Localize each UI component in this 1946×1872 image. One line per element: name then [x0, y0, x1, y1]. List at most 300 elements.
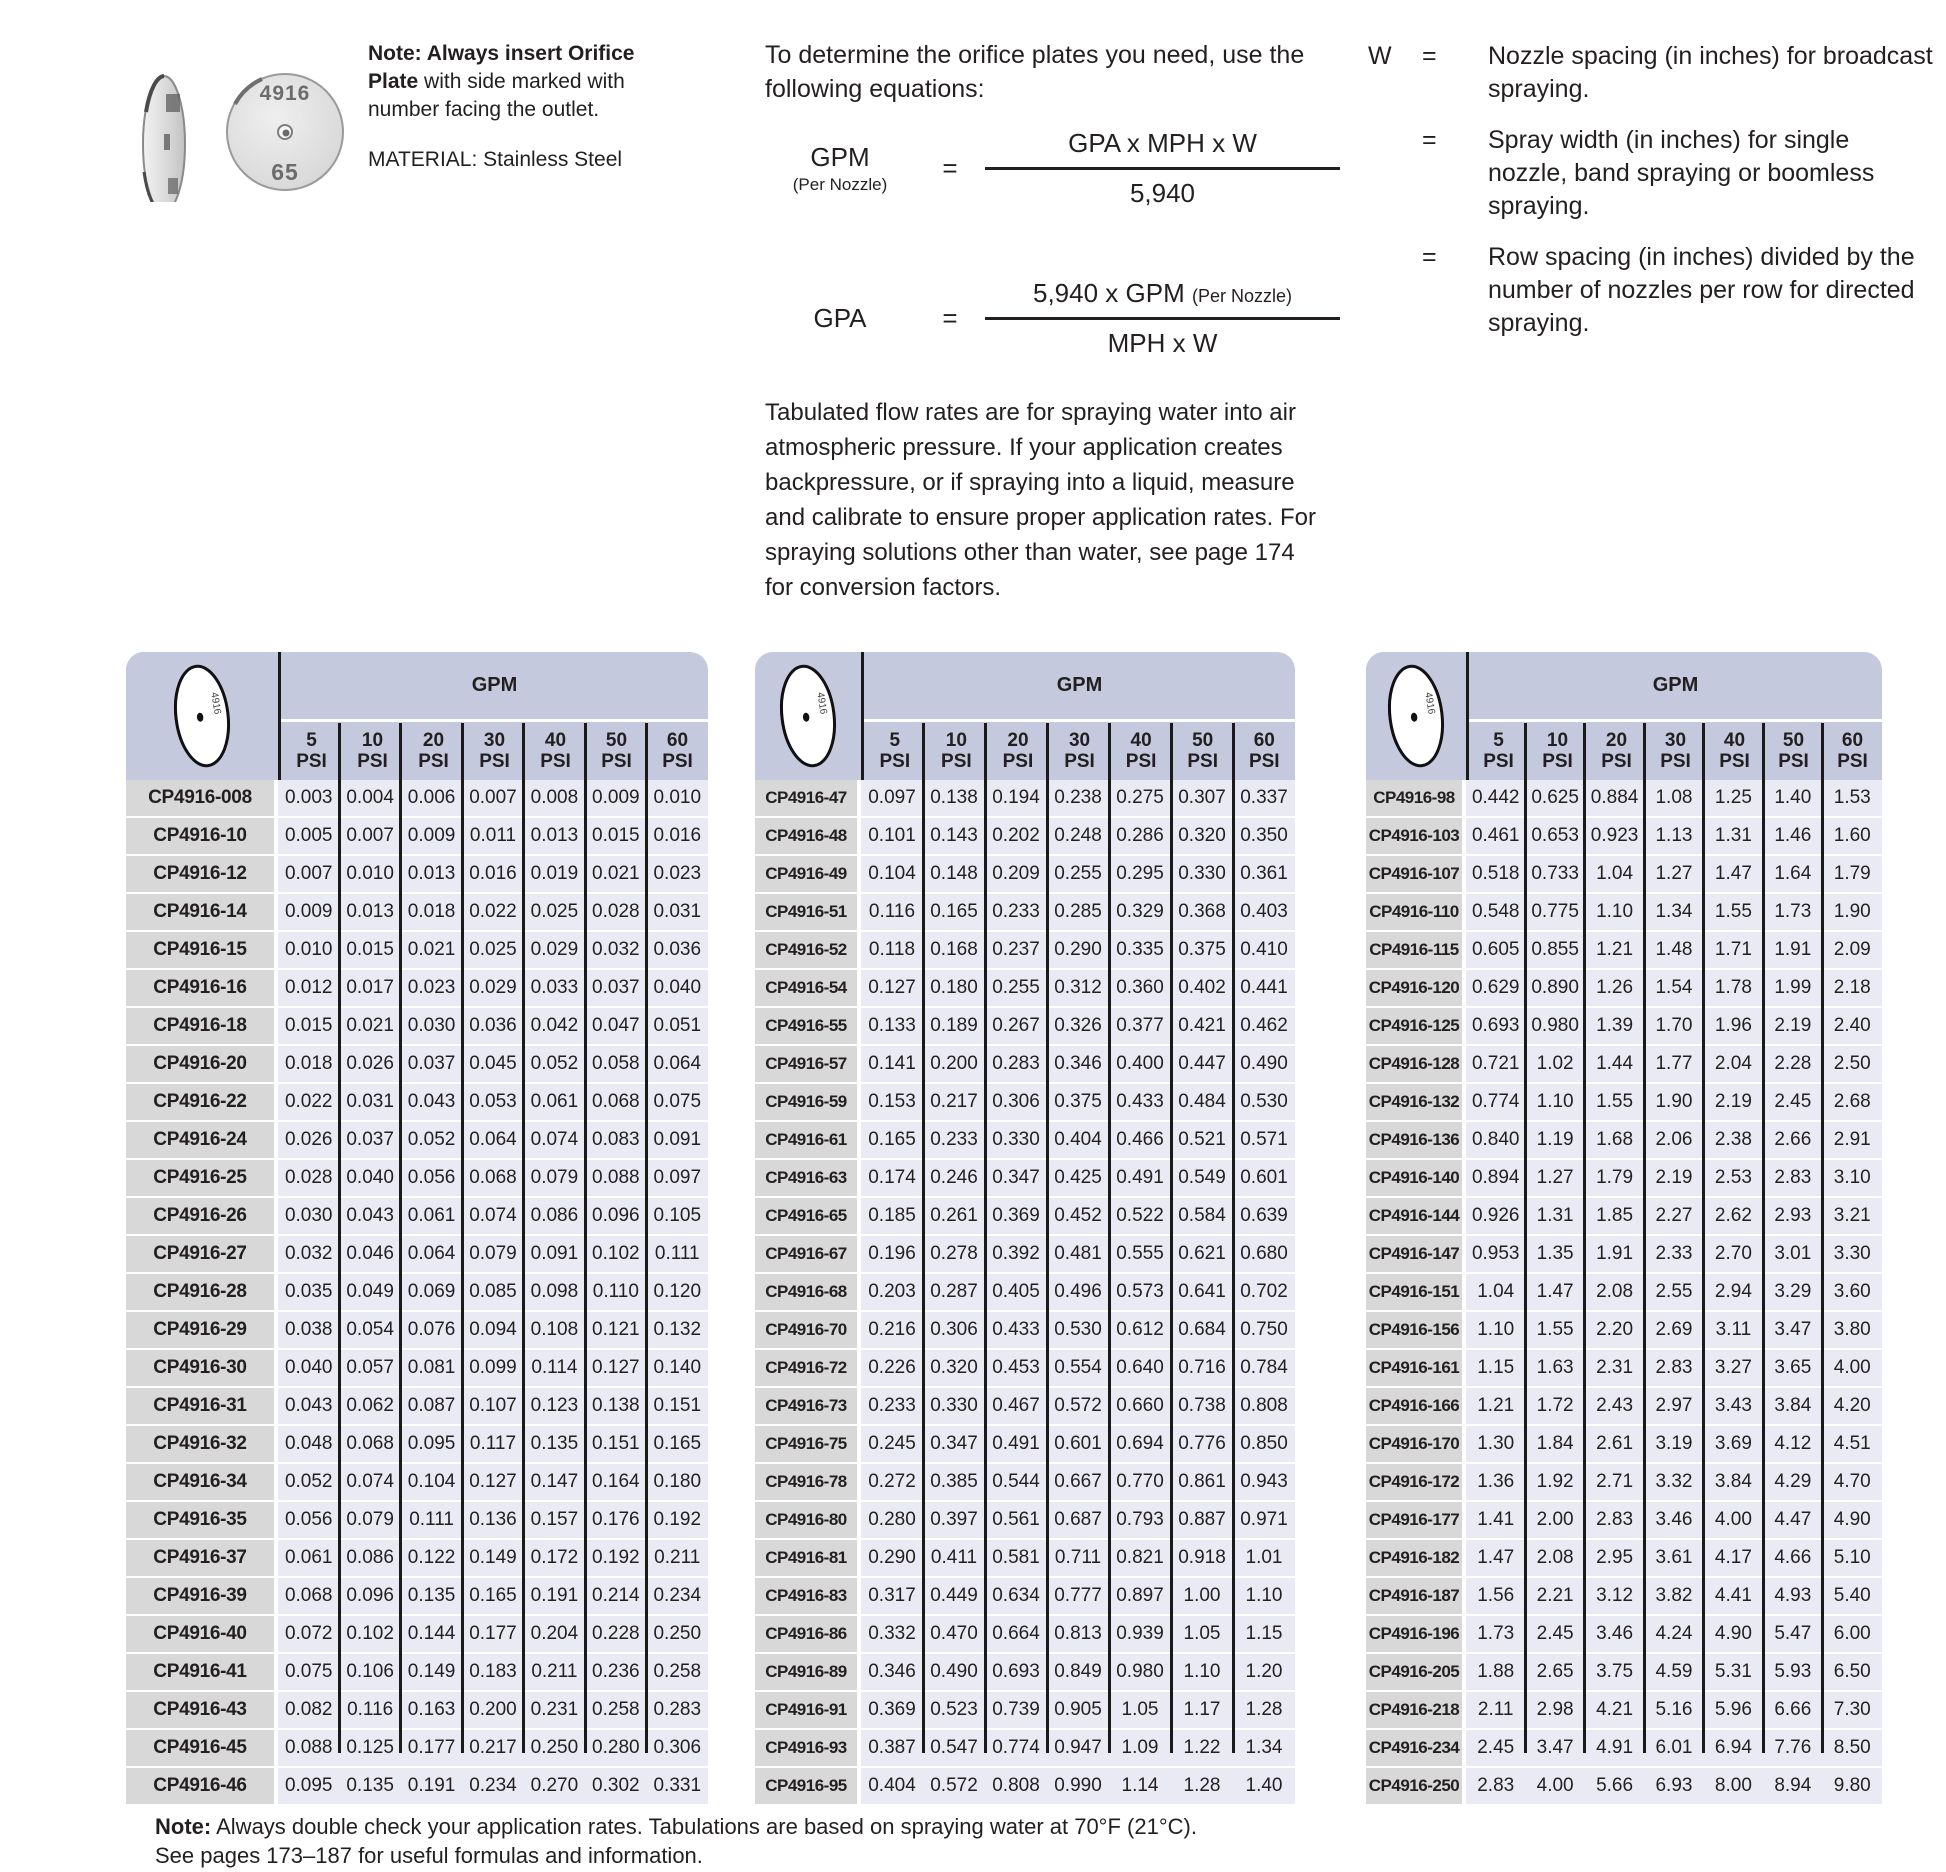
- column-divider: [1762, 723, 1765, 1753]
- gpm-value-cell: 0.111: [401, 1502, 462, 1538]
- gpm-value-cell: 2.08: [1585, 1274, 1644, 1310]
- gpm-value-cell: 1.55: [1704, 894, 1763, 930]
- gpm-value-cell: 0.211: [524, 1654, 585, 1690]
- gpm-value-cell: 3.47: [1525, 1730, 1584, 1766]
- part-number-cell: CP4916-151: [1366, 1274, 1462, 1310]
- gpm-value-cell: 0.010: [278, 932, 339, 968]
- gpm-value-cell: 0.368: [1171, 894, 1233, 930]
- gpm-value-cell: 1.78: [1704, 970, 1763, 1006]
- gpm-value-cell: 0.004: [339, 780, 400, 816]
- gpm-value-cell: 1.05: [1171, 1616, 1233, 1652]
- gpm-value-cell: 0.687: [1047, 1502, 1109, 1538]
- table-row: [755, 1578, 1295, 1614]
- gpm-value-cell: 4.20: [1823, 1388, 1882, 1424]
- table-row: [1366, 1540, 1882, 1576]
- gpm-value-cell: 0.064: [647, 1046, 708, 1082]
- gpm-value-cell: 0.185: [861, 1198, 923, 1234]
- gpm-value-cell: 0.040: [647, 970, 708, 1006]
- gpm-value-cell: 1.27: [1644, 856, 1703, 892]
- gpm-value-cell: 1.85: [1585, 1198, 1644, 1234]
- gpm-value-cell: 0.425: [1047, 1160, 1109, 1196]
- gpm-value-cell: 0.248: [1047, 818, 1109, 854]
- gpm-value-cell: 0.453: [985, 1350, 1047, 1386]
- gpm-value-cell: 0.442: [1466, 780, 1525, 816]
- gpm-value-cell: 0.702: [1233, 1274, 1295, 1310]
- part-number-cell: CP4916-18: [126, 1008, 274, 1044]
- table-row: [126, 1122, 708, 1158]
- gpm-value-cell: 2.93: [1763, 1198, 1822, 1234]
- gpm-value-cell: 0.447: [1171, 1046, 1233, 1082]
- gpm-value-cell: 5.93: [1763, 1654, 1822, 1690]
- gpm-value-cell: 0.793: [1109, 1502, 1171, 1538]
- gpm-value-cell: 0.091: [524, 1236, 585, 1272]
- gpm-value-cell: 1.96: [1704, 1008, 1763, 1044]
- gpm-value-cell: 0.127: [462, 1464, 523, 1500]
- gpm-value-cell: 0.165: [462, 1578, 523, 1614]
- gpm-value-cell: 0.046: [339, 1236, 400, 1272]
- gpm-value-cell: 0.481: [1047, 1236, 1109, 1272]
- gpa-equation: [765, 278, 1340, 359]
- gpm-value-cell: 0.117: [462, 1426, 523, 1462]
- gpm-value-cell: 0.189: [923, 1008, 985, 1044]
- gpm-value-cell: 0.385: [923, 1464, 985, 1500]
- gpm-value-cell: 1.47: [1525, 1274, 1584, 1310]
- flow-rates-note: Tabulated flow rates are for spraying water into air atmospheric pressure. If your application creates backpressure, or if spraying into a liquid, measure and calibrate to ensure proper application rates. For spraying solutions other than water, see page 174 for conversion factors.: [765, 399, 1316, 601]
- gpm-value-cell: 0.064: [462, 1122, 523, 1158]
- gpm-value-cell: 0.043: [401, 1084, 462, 1120]
- gpm-value-cell: 2.19: [1763, 1008, 1822, 1044]
- gpm-value-cell: 0.035: [278, 1274, 339, 1310]
- gpm-value-cell: 1.64: [1763, 856, 1822, 892]
- gpm-value-cell: 0.549: [1171, 1160, 1233, 1196]
- gpm-value-cell: 0.330: [985, 1122, 1047, 1158]
- table-row: [126, 1084, 708, 1120]
- gpm-value-cell: 0.127: [585, 1350, 646, 1386]
- gpm-value-cell: 4.21: [1585, 1692, 1644, 1728]
- gpm-value-cell: 3.69: [1704, 1426, 1763, 1462]
- gpm-value-cell: 1.22: [1171, 1730, 1233, 1766]
- gpm-value-cell: 0.361: [1233, 856, 1295, 892]
- table-row: [755, 856, 1295, 892]
- psi-column-header: 30 PSI: [1660, 730, 1691, 772]
- psi-column-header: 10 PSI: [357, 730, 388, 772]
- gpm-value-cell: 8.94: [1763, 1768, 1822, 1804]
- gpm-equation-denominator: 5,940: [1129, 178, 1196, 208]
- gpm-value-cell: 0.036: [462, 1008, 523, 1044]
- part-number-cell: CP4916-196: [1366, 1616, 1462, 1652]
- gpm-value-cell: 0.105: [647, 1198, 708, 1234]
- gpm-value-cell: 1.10: [1233, 1578, 1295, 1614]
- gpm-value-cell: 0.641: [1171, 1274, 1233, 1310]
- gpm-value-cell: 2.97: [1644, 1388, 1703, 1424]
- gpm-value-cell: 0.072: [278, 1616, 339, 1652]
- table-row: [755, 970, 1295, 1006]
- gpm-value-cell: 0.605: [1466, 932, 1525, 968]
- equals-sign: =: [1422, 243, 1437, 271]
- gpm-value-cell: 1.25: [1704, 780, 1763, 816]
- table-row: [1366, 1578, 1882, 1614]
- gpm-value-cell: 1.15: [1233, 1616, 1295, 1652]
- column-divider: [1702, 723, 1705, 1753]
- gpm-value-cell: 0.369: [861, 1692, 923, 1728]
- table-row: [755, 1616, 1295, 1652]
- gpm-value-cell: 0.038: [278, 1312, 339, 1348]
- gpm-value-cell: 0.306: [923, 1312, 985, 1348]
- gpm-value-cell: 0.110: [585, 1274, 646, 1310]
- part-number-cell: CP4916-218: [1366, 1692, 1462, 1728]
- gpm-value-cell: 0.980: [1109, 1654, 1171, 1690]
- gpm-value-cell: 0.043: [278, 1388, 339, 1424]
- table-row: [1366, 970, 1882, 1006]
- gpm-value-cell: 2.31: [1585, 1350, 1644, 1386]
- gpm-value-cell: 0.441: [1233, 970, 1295, 1006]
- flow-rate-table-3: [1366, 652, 1882, 1806]
- gpm-value-cell: 0.231: [524, 1692, 585, 1728]
- gpm-value-cell: 0.770: [1109, 1464, 1171, 1500]
- gpm-value-cell: 0.135: [401, 1578, 462, 1614]
- gpm-value-cell: 1.31: [1704, 818, 1763, 854]
- gpm-value-cell: 0.011: [462, 818, 523, 854]
- gpm-value-cell: 0.183: [462, 1654, 523, 1690]
- gpa-equation-numerator-note: (Per Nozzle): [1191, 286, 1292, 306]
- gpm-value-cell: 0.245: [861, 1426, 923, 1462]
- gpm-value-cell: 0.234: [647, 1578, 708, 1614]
- gpm-value-cell: 0.088: [278, 1730, 339, 1766]
- gpm-value-cell: 0.346: [1047, 1046, 1109, 1082]
- part-number-cell: CP4916-27: [126, 1236, 274, 1272]
- gpm-value-cell: 0.250: [524, 1730, 585, 1766]
- gpm-value-cell: 0.030: [401, 1008, 462, 1044]
- gpm-value-cell: 0.660: [1109, 1388, 1171, 1424]
- gpm-value-cell: 2.27: [1644, 1198, 1703, 1234]
- gpm-value-cell: 0.005: [278, 818, 339, 854]
- gpm-value-cell: 2.08: [1525, 1540, 1584, 1576]
- gpm-value-cell: 0.236: [585, 1654, 646, 1690]
- table-row: [1366, 1198, 1882, 1234]
- table-row: [126, 1616, 708, 1652]
- gpm-value-cell: 0.191: [524, 1578, 585, 1614]
- table-row: [126, 1578, 708, 1614]
- gpm-value-cell: 5.16: [1644, 1692, 1703, 1728]
- part-number-cell: CP4916-39: [126, 1578, 274, 1614]
- gpm-value-cell: 0.141: [861, 1046, 923, 1082]
- gpm-value-cell: 0.290: [1047, 932, 1109, 968]
- gpm-value-cell: 3.29: [1763, 1274, 1822, 1310]
- gpm-value-cell: 0.051: [647, 1008, 708, 1044]
- gpm-value-cell: 0.320: [923, 1350, 985, 1386]
- gpm-value-cell: 0.149: [462, 1540, 523, 1576]
- gpm-value-cell: 1.10: [1525, 1084, 1584, 1120]
- gpm-value-cell: 4.93: [1763, 1578, 1822, 1614]
- table-row: [755, 1046, 1295, 1082]
- gpm-value-cell: 1.40: [1233, 1768, 1295, 1804]
- table-row: [126, 1274, 708, 1310]
- column-divider: [1170, 723, 1173, 1753]
- gpm-value-cell: 0.017: [339, 970, 400, 1006]
- part-number-cell: CP4916-25: [126, 1160, 274, 1196]
- part-number-cell: CP4916-107: [1366, 856, 1462, 892]
- gpm-value-cell: 0.091: [647, 1122, 708, 1158]
- flow-rate-table-1: [126, 652, 708, 1806]
- gpm-value-cell: 0.496: [1047, 1274, 1109, 1310]
- psi-column-header: 5 PSI: [296, 730, 327, 772]
- plate-icon-svg: [1373, 660, 1459, 772]
- gpm-value-cell: 0.012: [278, 970, 339, 1006]
- table-row: [1366, 780, 1882, 816]
- gpm-value-cell: 0.018: [278, 1046, 339, 1082]
- gpm-value-cell: 4.51: [1823, 1426, 1882, 1462]
- gpm-value-cell: 0.203: [861, 1274, 923, 1310]
- part-number-cell: CP4916-30: [126, 1350, 274, 1386]
- part-number-cell: CP4916-187: [1366, 1578, 1462, 1614]
- part-number-cell: CP4916-63: [755, 1160, 857, 1196]
- gpm-value-cell: 0.918: [1171, 1540, 1233, 1576]
- gpm-value-cell: 0.283: [985, 1046, 1047, 1082]
- gpm-value-cell: 0.074: [462, 1198, 523, 1234]
- gpm-value-cell: 0.079: [462, 1236, 523, 1272]
- gpm-value-cell: 2.19: [1704, 1084, 1763, 1120]
- gpm-value-cell: 0.040: [278, 1350, 339, 1386]
- gpm-value-cell: 1.21: [1585, 932, 1644, 968]
- gpm-value-cell: 0.808: [1233, 1388, 1295, 1424]
- gpm-value-cell: 1.40: [1763, 780, 1822, 816]
- gpm-value-cell: 0.068: [462, 1160, 523, 1196]
- gpm-value-cell: 1.48: [1644, 932, 1703, 968]
- gpm-value-cell: 2.21: [1525, 1578, 1584, 1614]
- table-row: [755, 1008, 1295, 1044]
- part-number-cell: CP4916-170: [1366, 1426, 1462, 1462]
- gpm-value-cell: 1.99: [1763, 970, 1822, 1006]
- gpm-value-cell: 0.233: [923, 1122, 985, 1158]
- table-row: [126, 1692, 708, 1728]
- equals-sign: =: [1422, 126, 1437, 154]
- part-number-cell: CP4916-73: [755, 1388, 857, 1424]
- gpm-value-cell: 0.052: [401, 1122, 462, 1158]
- gpm-value-cell: 0.015: [278, 1008, 339, 1044]
- gpm-value-cell: 0.177: [462, 1616, 523, 1652]
- gpm-value-cell: 0.043: [339, 1198, 400, 1234]
- table-row: [126, 818, 708, 854]
- psi-column-header: 10 PSI: [941, 730, 972, 772]
- table-row: [1366, 1730, 1882, 1766]
- orifice-plate-icon: [755, 652, 864, 780]
- table-row: [1366, 1312, 1882, 1348]
- column-divider: [399, 723, 402, 1753]
- gpm-value-cell: 0.003: [278, 780, 339, 816]
- svg-text:4916: 4916: [208, 691, 223, 716]
- gpm-value-cell: 0.165: [923, 894, 985, 930]
- gpm-equation-lhs-note: (Per Nozzle): [792, 175, 888, 194]
- gpa-equation-denominator: MPH x W: [1107, 328, 1218, 358]
- gpm-value-cell: 0.421: [1171, 1008, 1233, 1044]
- gpm-value-cell: 0.133: [861, 1008, 923, 1044]
- part-number-cell: CP4916-81: [755, 1540, 857, 1576]
- gpm-value-cell: 0.176: [585, 1502, 646, 1538]
- gpm-value-cell: 0.375: [1047, 1084, 1109, 1120]
- gpm-value-cell: 2.45: [1525, 1616, 1584, 1652]
- part-number-cell: CP4916-110: [1366, 894, 1462, 930]
- gpm-value-cell: 0.148: [923, 856, 985, 892]
- gpm-value-cell: 0.226: [861, 1350, 923, 1386]
- gpm-value-cell: 2.06: [1644, 1122, 1703, 1158]
- gpm-value-cell: 0.064: [401, 1236, 462, 1272]
- table-row: [1366, 1464, 1882, 1500]
- gpm-value-cell: 2.91: [1823, 1122, 1882, 1158]
- gpm-value-cell: 0.897: [1109, 1578, 1171, 1614]
- gpm-value-cell: 0.009: [278, 894, 339, 930]
- gpm-value-cell: 0.116: [861, 894, 923, 930]
- gpm-value-cell: 0.088: [585, 1160, 646, 1196]
- gpm-value-cell: 0.694: [1109, 1426, 1171, 1462]
- gpm-value-cell: 5.31: [1704, 1654, 1763, 1690]
- gpm-value-cell: 0.347: [985, 1160, 1047, 1196]
- equals-sign: =: [942, 303, 958, 333]
- svg-text:4916: 4916: [259, 82, 311, 105]
- w-legend: [1368, 40, 1934, 340]
- gpm-value-cell: 0.711: [1047, 1540, 1109, 1576]
- gpm-value-cell: 0.052: [278, 1464, 339, 1500]
- gpm-value-cell: 3.43: [1704, 1388, 1763, 1424]
- gpm-value-cell: 0.075: [647, 1084, 708, 1120]
- gpm-value-cell: 0.332: [861, 1616, 923, 1652]
- column-divider: [1524, 723, 1527, 1753]
- gpm-value-cell: 0.079: [524, 1160, 585, 1196]
- gpm-value-cell: 1.04: [1585, 856, 1644, 892]
- w-definition: Nozzle spacing (in inches) for broadcast spraying.: [1488, 42, 1933, 103]
- gpm-value-cell: 0.850: [1233, 1426, 1295, 1462]
- column-divider: [1643, 723, 1646, 1753]
- gpm-value-cell: 0.061: [401, 1198, 462, 1234]
- gpm-value-cell: 0.216: [861, 1312, 923, 1348]
- gpm-value-cell: 0.032: [278, 1236, 339, 1272]
- table-row: [755, 1274, 1295, 1310]
- gpm-value-cell: 0.410: [1233, 932, 1295, 968]
- gpm-equation: [765, 128, 1340, 209]
- gpm-value-cell: 5.47: [1763, 1616, 1822, 1652]
- gpm-value-cell: 0.118: [861, 932, 923, 968]
- gpm-value-cell: 0.849: [1047, 1654, 1109, 1690]
- gpm-value-cell: 2.68: [1823, 1084, 1882, 1120]
- gpm-value-cell: 0.074: [339, 1464, 400, 1500]
- gpm-value-cell: 3.12: [1585, 1578, 1644, 1614]
- gpm-value-cell: 0.048: [278, 1426, 339, 1462]
- gpm-value-cell: 1.15: [1466, 1350, 1525, 1386]
- column-divider: [338, 723, 341, 1753]
- table-row: [755, 932, 1295, 968]
- gpm-value-cell: 1.90: [1823, 894, 1882, 930]
- table-row: [126, 1768, 708, 1804]
- gpm-value-cell: 3.84: [1704, 1464, 1763, 1500]
- gpm-value-cell: 0.009: [401, 818, 462, 854]
- gpm-value-cell: 4.66: [1763, 1540, 1822, 1576]
- table-row: [1366, 1236, 1882, 1272]
- gpm-value-cell: 0.021: [585, 856, 646, 892]
- gpm-value-cell: 0.217: [462, 1730, 523, 1766]
- gpm-value-cell: 1.10: [1466, 1312, 1525, 1348]
- gpm-value-cell: 0.022: [278, 1084, 339, 1120]
- table-row: [126, 1236, 708, 1272]
- gpm-value-cell: 0.013: [401, 856, 462, 892]
- gpm-value-cell: 0.031: [339, 1084, 400, 1120]
- gpm-value-cell: 0.953: [1466, 1236, 1525, 1272]
- column-divider: [1583, 723, 1586, 1753]
- gpm-value-cell: 1.13: [1644, 818, 1703, 854]
- gpm-value-cell: 3.10: [1823, 1160, 1882, 1196]
- gpm-value-cell: 9.80: [1823, 1768, 1882, 1804]
- gpm-value-cell: 0.237: [985, 932, 1047, 968]
- footnote-line1: Always double check your application rates. Tabulations are based on spraying water at 70°F (21°C).: [211, 1814, 1197, 1839]
- gpm-value-cell: 0.733: [1525, 856, 1584, 892]
- part-number-cell: CP4916-35: [126, 1502, 274, 1538]
- gpm-value-cell: 0.087: [401, 1388, 462, 1424]
- gpm-value-cell: 0.023: [401, 970, 462, 1006]
- gpm-value-cell: 0.491: [985, 1426, 1047, 1462]
- gpm-value-cell: 0.018: [401, 894, 462, 930]
- column-divider: [522, 723, 525, 1753]
- part-number-cell: CP4916-49: [755, 856, 857, 892]
- gpm-value-cell: 0.572: [923, 1768, 985, 1804]
- gpm-value-cell: 5.10: [1823, 1540, 1882, 1576]
- gpm-value-cell: 0.738: [1171, 1388, 1233, 1424]
- equals-sign: =: [1422, 42, 1437, 70]
- gpm-value-cell: 0.164: [585, 1464, 646, 1500]
- gpm-value-cell: 4.29: [1763, 1464, 1822, 1500]
- gpm-value-cell: 0.102: [339, 1616, 400, 1652]
- table-row: [126, 1654, 708, 1690]
- gpm-value-cell: 0.329: [1109, 894, 1171, 930]
- gpm-value-cell: 0.153: [861, 1084, 923, 1120]
- psi-column-header: 40 PSI: [1125, 730, 1157, 772]
- gpm-value-cell: 0.111: [647, 1236, 708, 1272]
- gpm-column-group-header: GPM: [1056, 674, 1103, 696]
- gpm-value-cell: 0.200: [462, 1692, 523, 1728]
- gpm-value-cell: 3.61: [1644, 1540, 1703, 1576]
- gpm-value-cell: 0.693: [1466, 1008, 1525, 1044]
- gpm-value-cell: 0.028: [585, 894, 646, 930]
- gpm-value-cell: 0.191: [401, 1768, 462, 1804]
- gpm-value-cell: 4.59: [1644, 1654, 1703, 1690]
- gpm-value-cell: 0.233: [861, 1388, 923, 1424]
- psi-column-header: 10 PSI: [1542, 730, 1573, 772]
- gpm-value-cell: 0.056: [278, 1502, 339, 1538]
- gpm-value-cell: 0.086: [524, 1198, 585, 1234]
- gpm-value-cell: 0.238: [1047, 780, 1109, 816]
- gpm-value-cell: 0.255: [985, 970, 1047, 1006]
- gpm-value-cell: 0.947: [1047, 1730, 1109, 1766]
- gpm-value-cell: 4.00: [1704, 1502, 1763, 1538]
- gpm-value-cell: 3.01: [1763, 1236, 1822, 1272]
- part-number-cell: CP4916-34: [126, 1464, 274, 1500]
- gpm-value-cell: 0.076: [401, 1312, 462, 1348]
- gpm-value-cell: 4.90: [1704, 1616, 1763, 1652]
- part-number-cell: CP4916-55: [755, 1008, 857, 1044]
- gpm-value-cell: 0.625: [1525, 780, 1584, 816]
- gpm-value-cell: 0.530: [1233, 1084, 1295, 1120]
- gpm-value-cell: 0.144: [401, 1616, 462, 1652]
- gpm-value-cell: 0.097: [647, 1160, 708, 1196]
- part-number-cell: CP4916-144: [1366, 1198, 1462, 1234]
- gpm-value-cell: 0.125: [339, 1730, 400, 1766]
- gpm-value-cell: 0.544: [985, 1464, 1047, 1500]
- gpm-value-cell: 0.397: [923, 1502, 985, 1538]
- gpm-value-cell: 0.466: [1109, 1122, 1171, 1158]
- gpm-value-cell: 1.54: [1644, 970, 1703, 1006]
- gpm-value-cell: 0.163: [401, 1692, 462, 1728]
- gpm-value-cell: 3.46: [1644, 1502, 1703, 1538]
- part-number-cell: CP4916-12: [126, 856, 274, 892]
- svg-text:4916: 4916: [1422, 691, 1437, 716]
- gpm-value-cell: 0.140: [647, 1350, 708, 1386]
